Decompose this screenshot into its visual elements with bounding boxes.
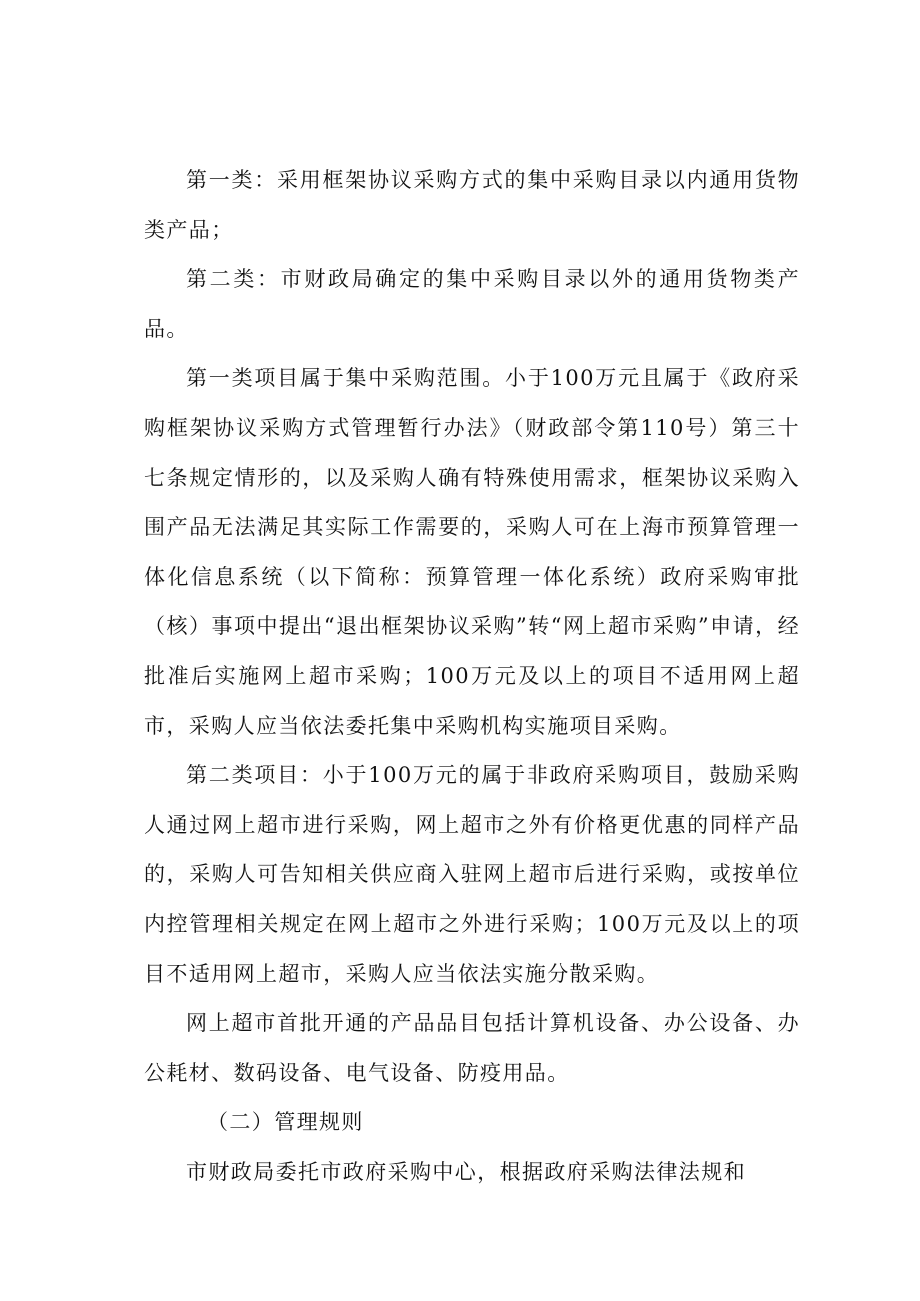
paragraph-category-two: 第二类：市财政局确定的集中采购目录以外的通用货物类产品。 bbox=[144, 267, 800, 341]
paragraph-category-one: 第一类：采用框架协议采购方式的集中采购目录以内通用货物类产品； bbox=[144, 168, 800, 242]
section-heading-management-rules: （二）管理规则 bbox=[207, 1110, 364, 1135]
document-body bbox=[144, 156, 800, 1197]
paragraph-category-one-projects: 第一类项目属于集中采购范围。小于100万元且属于《政府采购框架协议采购方式管理暂行办法》（财政部令第110号）第三十七条规定情形的，以及采购人确有特殊使用需求，框架协议采购入围产品无法满足其实际工作需要的，采购人可在上海市预算管理一体化信息系统（以下简称：预算管理一体化系统）政府采购审批（核）事项中提出“退出框架协议采购”转“网上超市采购”申请，经批准后实施网上超市采购；100万元及以上的项目不适用网上超市，采购人应当依法委托集中采购机构实施项目采购。 bbox=[144, 366, 800, 738]
paragraph-product-list: 网上超市首批开通的产品品目包括计算机设备、办公设备、办公耗材、数码设备、电气设备、防疫用品。 bbox=[144, 1011, 800, 1085]
paragraph-management-rules: 市财政局委托市政府采购中心，根据政府采购法律法规和 bbox=[186, 1159, 746, 1184]
paragraph-category-two-projects: 第二类项目：小于100万元的属于非政府采购项目，鼓励采购人通过网上超市进行采购，网上超市之外有价格更优惠的同样产品的，采购人可告知相关供应商入驻网上超市后进行采购，或按单位内控管理相关规定在网上超市之外进行采购；100万元及以上的项目不适用网上超市，采购人应当依法实施分散采购。 bbox=[144, 763, 800, 986]
